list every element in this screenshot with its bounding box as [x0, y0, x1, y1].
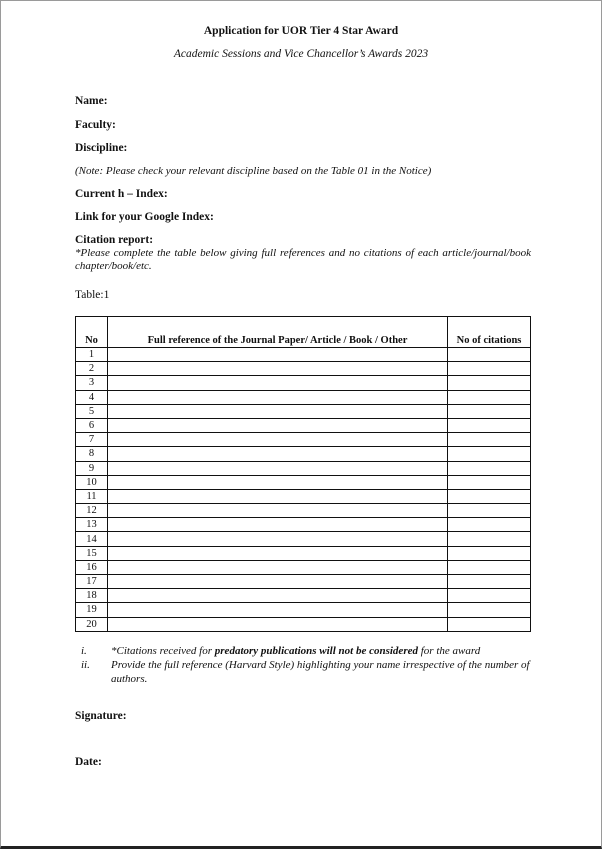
google-link-field-label: Link for your Google Index:: [75, 211, 214, 223]
reference-cell[interactable]: [108, 418, 448, 432]
row-number: 8: [76, 447, 108, 461]
table-row: [76, 433, 531, 447]
citations-cell[interactable]: [448, 418, 531, 432]
row-number: 10: [76, 475, 108, 489]
table-row: [76, 518, 531, 532]
citations-cell[interactable]: [448, 475, 531, 489]
row-number: 16: [76, 560, 108, 574]
h-index-field-label: Current h – Index:: [75, 188, 168, 200]
citations-cell[interactable]: [448, 489, 531, 503]
citations-cell[interactable]: [448, 433, 531, 447]
table-row: [76, 461, 531, 475]
reference-cell[interactable]: [108, 390, 448, 404]
reference-cell[interactable]: [108, 518, 448, 532]
header-no-of-citations: No of citations: [448, 317, 531, 348]
citations-cell[interactable]: [448, 376, 531, 390]
table-row: [76, 617, 531, 631]
reference-cell[interactable]: [108, 546, 448, 560]
note-item: [81, 644, 531, 658]
row-number: 12: [76, 504, 108, 518]
citations-cell[interactable]: [448, 461, 531, 475]
note-text: Provide the full reference (Harvard Style) highlighting your name irrespective of the number of authors.: [111, 659, 530, 685]
reference-cell[interactable]: [108, 362, 448, 376]
row-number: 2: [76, 362, 108, 376]
citations-cell[interactable]: [448, 504, 531, 518]
reference-cell[interactable]: [108, 489, 448, 503]
form-subtitle: Academic Sessions and Vice Chancellor’s Awards 2023: [173, 48, 429, 60]
row-number: 9: [76, 461, 108, 475]
citation-report-label: Citation report:: [75, 234, 154, 246]
citations-cell[interactable]: [448, 362, 531, 376]
form-title: Application for UOR Tier 4 Star Award: [203, 25, 399, 37]
reference-cell[interactable]: [108, 617, 448, 631]
table-row: [76, 475, 531, 489]
note-marker: i.: [81, 645, 87, 657]
row-number: 15: [76, 546, 108, 560]
citations-cell[interactable]: [448, 348, 531, 362]
row-number: 14: [76, 532, 108, 546]
discipline-field-label: Discipline:: [75, 142, 128, 154]
citations-cell[interactable]: [448, 603, 531, 617]
citations-cell[interactable]: [448, 447, 531, 461]
table-label: Table:1: [75, 289, 110, 301]
row-number: 5: [76, 404, 108, 418]
reference-cell[interactable]: [108, 603, 448, 617]
header-full-reference: Full reference of the Journal Paper/ Article / Book / Other: [108, 317, 448, 348]
note-item: [81, 658, 531, 686]
reference-cell[interactable]: [108, 475, 448, 489]
references-table-body: [76, 348, 531, 632]
row-number: 11: [76, 489, 108, 503]
row-number: 13: [76, 518, 108, 532]
table-row: [76, 504, 531, 518]
date-label: Date:: [75, 756, 102, 768]
signature-label: Signature:: [75, 710, 127, 722]
reference-cell[interactable]: [108, 560, 448, 574]
table-row: [76, 376, 531, 390]
citations-cell[interactable]: [448, 390, 531, 404]
row-number: 19: [76, 603, 108, 617]
reference-cell[interactable]: [108, 433, 448, 447]
reference-cell[interactable]: [108, 532, 448, 546]
citations-cell[interactable]: [448, 532, 531, 546]
discipline-note: (Note: Please check your relevant discipline based on the Table 01 in the Notice): [75, 165, 432, 177]
table-row: [76, 489, 531, 503]
citations-cell[interactable]: [448, 617, 531, 631]
note-marker: ii.: [81, 659, 90, 671]
faculty-field-label: Faculty:: [75, 119, 116, 131]
table-row: [76, 348, 531, 362]
reference-cell[interactable]: [108, 447, 448, 461]
citations-cell[interactable]: [448, 575, 531, 589]
row-number: 20: [76, 617, 108, 631]
notes-list: [81, 644, 531, 686]
reference-cell[interactable]: [108, 461, 448, 475]
row-number: 4: [76, 390, 108, 404]
citations-cell[interactable]: [448, 589, 531, 603]
reference-cell[interactable]: [108, 589, 448, 603]
reference-cell[interactable]: [108, 376, 448, 390]
table-row: [76, 390, 531, 404]
table-row: [76, 575, 531, 589]
citation-instruction: *Please complete the table below giving full references and no citations of each article/journal/book chapter/book/etc.: [75, 247, 531, 272]
table-row: [76, 560, 531, 574]
reference-cell[interactable]: [108, 575, 448, 589]
row-number: 1: [76, 348, 108, 362]
note-text: *Citations received for predatory publications will not be considered for the award: [111, 645, 481, 657]
table-row: [76, 404, 531, 418]
table-row: [76, 603, 531, 617]
table-row: [76, 532, 531, 546]
table-header-row: [76, 317, 531, 348]
row-number: 17: [76, 575, 108, 589]
row-number: 18: [76, 589, 108, 603]
table-row: [76, 447, 531, 461]
reference-cell[interactable]: [108, 404, 448, 418]
citations-cell[interactable]: [448, 518, 531, 532]
table-row: [76, 418, 531, 432]
reference-cell[interactable]: [108, 504, 448, 518]
table-row: [76, 546, 531, 560]
name-field-label: Name:: [75, 95, 108, 107]
reference-cell[interactable]: [108, 348, 448, 362]
table-row: [76, 589, 531, 603]
references-table: [75, 316, 531, 632]
header-no: No: [76, 317, 108, 348]
table-row: [76, 362, 531, 376]
row-number: 7: [76, 433, 108, 447]
citations-cell[interactable]: [448, 404, 531, 418]
citations-cell[interactable]: [448, 546, 531, 560]
citations-cell[interactable]: [448, 560, 531, 574]
row-number: 3: [76, 376, 108, 390]
row-number: 6: [76, 418, 108, 432]
